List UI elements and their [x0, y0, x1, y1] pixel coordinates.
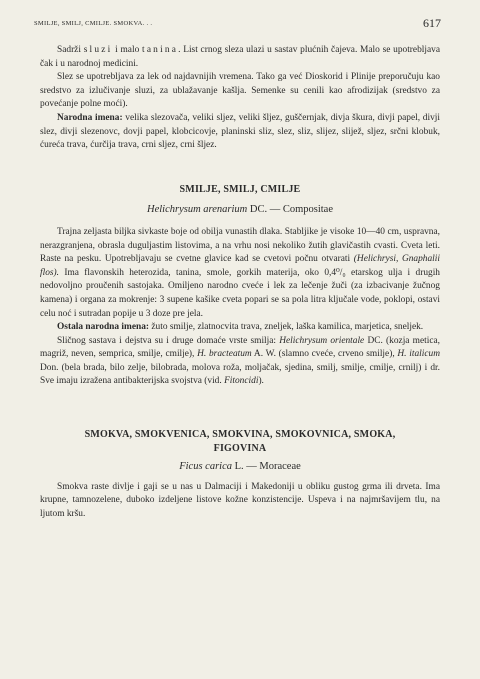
paragraph [40, 226, 440, 321]
heading-line: SMOKVA, SMOKVENICA, SMOKVINA, SMOKOVNICA, SMOKA, [84, 429, 396, 441]
latin-name: Helichrysum arenarium [147, 204, 248, 216]
latin-name: Ficus carica [179, 461, 232, 473]
italic-term: Helichrysum orientale [279, 335, 365, 346]
text-run: Ima flavonskih heterozida, tanina, smole, gorkih materija, oko 0,4⁰/₀ etarskog ulja i drugih nedovoljno proučenih sastojaka. Omiljeno narodno cveće i lek za lečenje žuči (za izbacivanje žučnog kamena) i organa za mokrenje: 3 supene kašike cveta popari se sa pola litra ključale vode, poklopi, ostavi celu noć i sutradan popije u 3 doze pre jela. [40, 267, 440, 319]
text-run: Trajna zeljasta biljka sivkaste boje od obilja vunastih dlaka. Stabljike je visoke 10—40 cm, uspravna, nerazgranjena, obrasla duguljastim listovima, a na vrhu nosi nekoliko žutih glavičastih cvasti. Cveta leti. Raste na pesku. Upotrebljavaju se cvetne glavice kad se cvetovi počnu otvarati [40, 226, 440, 265]
folk-names-text: žuto smilje, zlatnocvita trava, zneljek, laška kamilica, marjetica, sneljek. [149, 322, 424, 333]
italic-term: Fitoncidi [224, 376, 259, 387]
section-heading: SMILJE, SMILJ, CMILJE [179, 183, 301, 195]
italic-term: H. italicum [397, 349, 440, 360]
heading-line: FIGOVINA [213, 442, 267, 454]
latin-name-line [40, 460, 440, 474]
section-heading [40, 428, 440, 455]
paragraph [40, 335, 440, 389]
text-run: . List crnog sleza ulazi u sastav plućnih čajeva. Malo se upotrebljava čak i u narodnoj medicini. [40, 45, 441, 69]
page-number: 617 [423, 16, 441, 30]
text-run: ). [258, 376, 264, 387]
spaced-term: tanina [142, 45, 179, 55]
family-name: L. — Moraceae [231, 461, 301, 473]
folk-names-text: velika slezovača, veliki sljez, veliki šljez, guščernjak, divja škura, divji papel, divji slez, divji slezenovc, dovji papel, klobcicovje, planinski sliz, slez, sliz, slijez, slijež, sljez, srčni klobuk, ćureća trava, ćurčija trava, crni sljez, crni šljez. [40, 112, 440, 151]
text-run: DC. (kozja metica, magriž, neven, semprica, smilje, cmilje), [40, 335, 441, 360]
text-run: Don. (bela brada, bilo zelje, bilobrada, molova roža, moljačak, sjedina, smilj, smilje, cmilje, crnilj) i dr. Sve imaju izražena antibakterijska svojstva (vid. [40, 362, 440, 387]
latin-name-line [40, 203, 440, 217]
family-name: DC. — Compositae [247, 204, 333, 216]
paragraph: Slez se upotrebljava za lek od najdavnijih vremena. Tako ga već Dioskorid i Plinije preporučuju kao sredstvo za izlučivanje sluzi, za ublažavanje kašlja. Semenke su cenili kao afrodizijak (sredstvo za povećanje polne moći). [40, 72, 440, 110]
running-header: SMILJE, SMILJ, CMILJE. SMOKVA. . . [34, 20, 153, 27]
text-run: i malo [112, 45, 143, 55]
folk-names-paragraph [40, 112, 440, 153]
text-run: A. W. (slamno cveće, crveno smilje), [251, 349, 398, 360]
folk-names-paragraph [40, 321, 440, 335]
paragraph [40, 44, 440, 71]
italic-term: (Helichrysi, Gnaphalii flos). [40, 254, 440, 278]
italic-term: H. bracteatum [197, 349, 252, 360]
text-run: Sadrži [57, 45, 84, 55]
folk-names-label: Ostala narodna imena: [57, 322, 150, 333]
folk-names-label: Narodna imena: [57, 112, 123, 123]
text-run: Sličnog sastava i dejstva su i druge domaće vrste smilja: [57, 335, 280, 346]
paragraph: Smokva raste divlje i gaji se u nas u Dalmaciji i Makedoniji u obliku gustog grma ili drveta. Ima krupne, tamnozelene, duboko izdeljene listove kožne konzistencije. Uspeva i na najmršavijem tlu, na ljutom kršu. [40, 481, 440, 520]
page-content [40, 44, 440, 522]
spaced-term: sluzi [83, 45, 113, 55]
